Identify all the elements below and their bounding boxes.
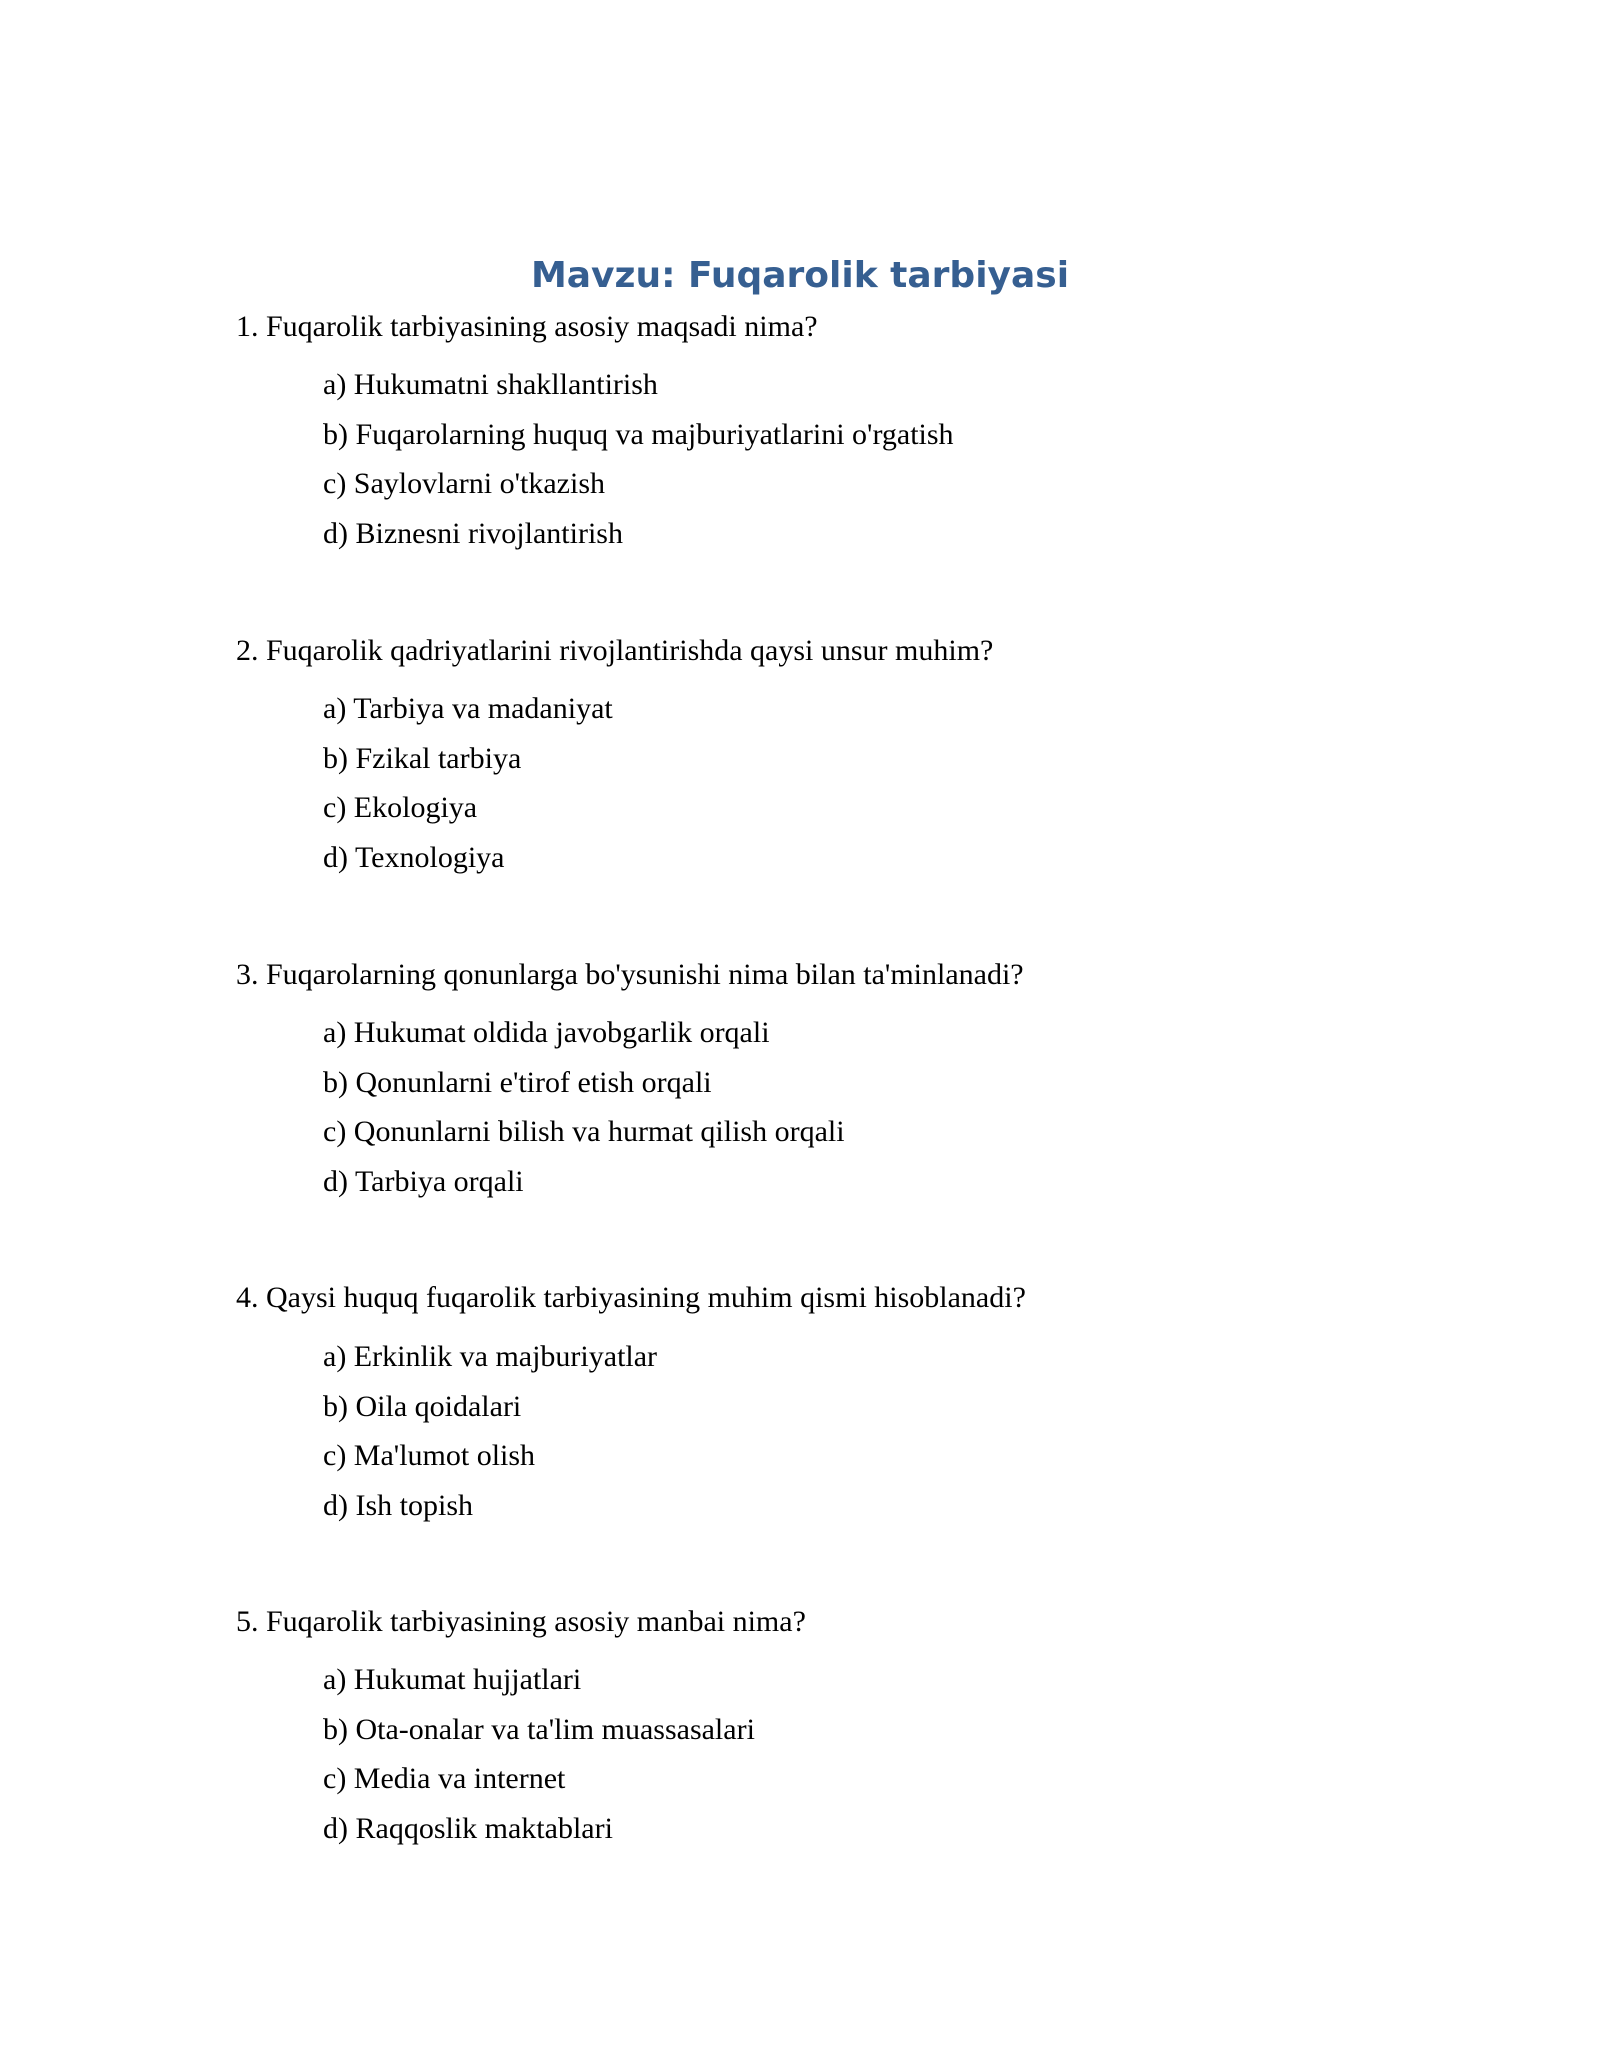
question-5: 5. Fuqarolik tarbiyasining asosiy manbai nima? <box>236 1605 806 1638</box>
page-title: Mavzu: Fuqarolik tarbiyasi <box>530 255 1070 296</box>
option-5c: c) Media va internet <box>323 1762 566 1796</box>
question-5-options <box>323 1655 755 1853</box>
option-1c: c) Saylovlarni o'tkazish <box>323 467 605 501</box>
question-3: 3. Fuqarolarning qonunlarga bo'ysunishi nima bilan ta'minlanadi? <box>236 958 1024 991</box>
question-2: 2. Fuqarolik qadriyatlarini rivojlantirishda qaysi unsur muhim? <box>236 634 994 667</box>
option-1d: d) Biznesni rivojlantirish <box>323 516 623 550</box>
option-5a: a) Hukumat hujjatlari <box>323 1663 582 1696</box>
question-2-options <box>323 684 613 882</box>
option-2b: b) Fzikal tarbiya <box>323 741 522 775</box>
option-2d: d) Texnologiya <box>323 840 505 874</box>
option-1a: a) Hukumatni shakllantirish <box>323 368 658 401</box>
option-4b: b) Oila qoidalari <box>323 1389 522 1423</box>
option-4a: a) Erkinlik va majburiyatlar <box>323 1340 658 1373</box>
question-3-options <box>323 1008 845 1206</box>
question-1-options <box>323 360 954 558</box>
option-5b: b) Ota-onalar va ta'lim muassasalari <box>323 1712 755 1746</box>
option-4c: c) Ma'lumot olish <box>323 1439 536 1473</box>
option-1b: b) Fuqarolarning huquq va majburiyatlarini o'rgatish <box>323 417 954 451</box>
option-3c: c) Qonunlarni bilish va hurmat qilish orqali <box>323 1115 845 1149</box>
option-5d: d) Raqqoslik maktablari <box>323 1811 613 1845</box>
option-2a: a) Tarbiya va madaniyat <box>323 692 613 725</box>
option-3d: d) Tarbiya orqali <box>323 1164 524 1198</box>
option-3a: a) Hukumat oldida javobgarlik orqali <box>323 1016 770 1049</box>
question-4-options <box>323 1332 657 1530</box>
option-3b: b) Qonunlarni e'tirof etish orqali <box>323 1065 712 1099</box>
question-1: 1. Fuqarolik tarbiyasining asosiy maqsadi nima? <box>236 310 818 343</box>
option-2c: c) Ekologiya <box>323 791 478 825</box>
option-4d: d) Ish topish <box>323 1488 473 1522</box>
question-4: 4. Qaysi huquq fuqarolik tarbiyasining muhim qismi hisoblanadi? <box>236 1281 1026 1314</box>
